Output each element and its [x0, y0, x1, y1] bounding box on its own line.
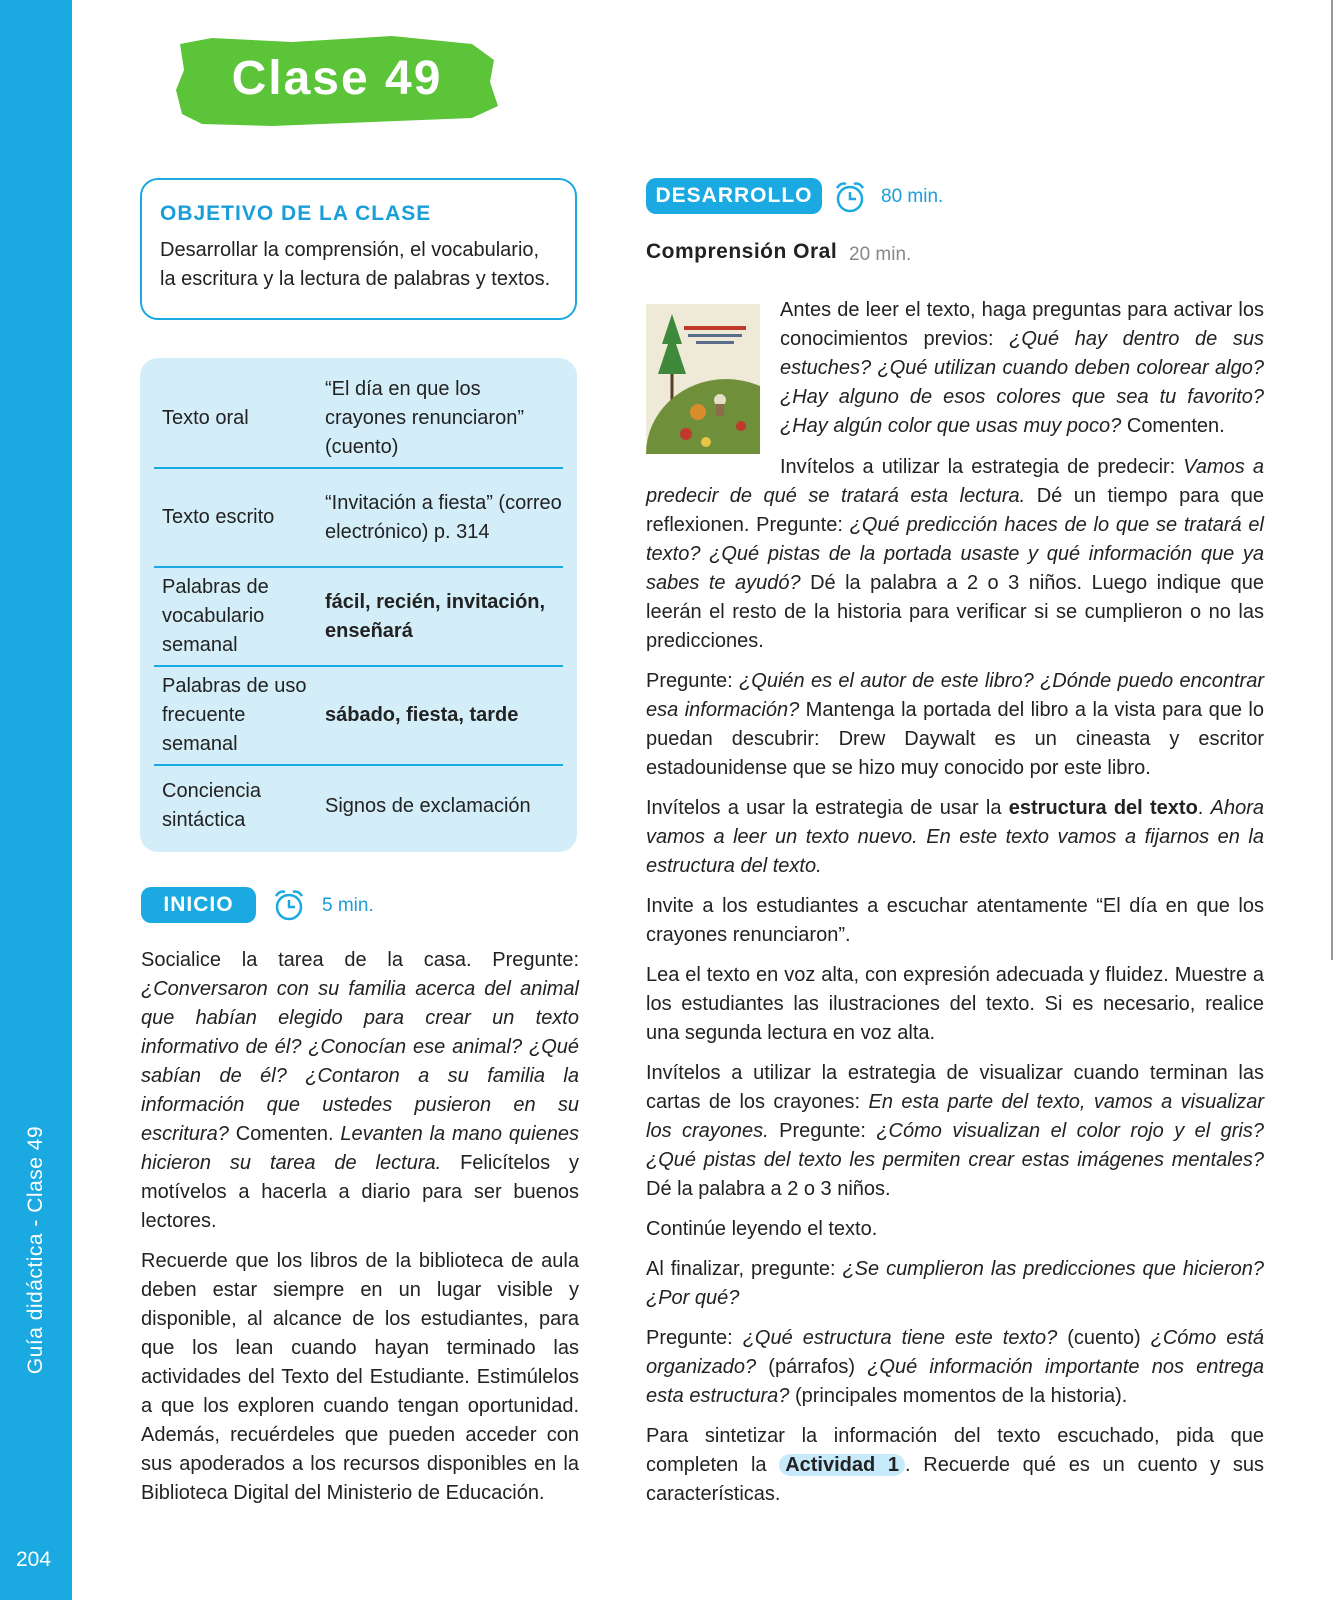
row-value: “El día en que los crayones renunciaron” (cuento) — [325, 378, 524, 458]
row-value: fácil, recién, invitación, enseñará — [325, 590, 546, 642]
title-banner — [172, 30, 502, 128]
row-label: Texto oral — [162, 407, 249, 429]
inicio-label: INICIO — [141, 887, 256, 923]
table-row — [154, 469, 563, 568]
page-title: Clase 49 — [231, 52, 443, 105]
row-label: Texto escrito — [162, 506, 275, 528]
objective-text: Desarrollar la comprensión, el vocabulario, la escritura y la lectura de palabras y textos. — [160, 239, 551, 290]
comprension-oral-heading: Comprensión Oral — [646, 240, 838, 263]
page-number: 204 — [16, 1548, 52, 1571]
paragraph: Antes de leer el texto, haga preguntas para activar los conocimientos previos: ¿Qué hay dentro de sus estuches? ¿Qué utilizan cuando deben colorear algo? ¿Hay alguno de esos colores que sea tu favorito? ¿Hay algún color que usas muy poco? Comenten. — [780, 299, 1265, 437]
row-label: Palabras de vocabulario semanal — [162, 576, 269, 656]
book-cover-image — [646, 304, 760, 454]
running-footer: Guía didáctica - Clase 49 — [24, 1125, 47, 1375]
alarm-clock-icon — [272, 888, 306, 922]
row-value: “Invitación a fiesta” (correo electrónico) p. 314 — [325, 491, 562, 543]
comprension-oral-time: 20 min. — [849, 244, 912, 265]
row-value: sábado, fiesta, tarde — [325, 704, 519, 726]
page-edge — [1331, 0, 1339, 960]
row-label: Conciencia sintáctica — [162, 780, 261, 831]
paragraph: Invítelos a utilizar la estrategia de predecir: Vamos a predecir de qué se tratará esta lectura. Dé un tiempo para que reflexionen. Pregunte: ¿Qué predicción haces de lo que se tratará el texto? ¿Qué pistas de la portada usaste y qué información que ya sabes te ayudó? Dé la palabra a 2 o 3 niños. Luego indique que leerán el resto de la historia para verificar si se cumplieron o no las predicciones. — [646, 456, 1264, 652]
class-info-table — [140, 358, 577, 852]
paragraph: Continúe leyendo el texto. — [646, 1218, 878, 1240]
paragraph: Pregunte: ¿Qué estructura tiene este texto? (cuento) ¿Cómo está organizado? (párrafos) ¿Qué información importante nos entrega esta estructura? (principales momentos de la historia). — [646, 1327, 1264, 1407]
desarrollo-intro — [780, 296, 1264, 452]
paragraph: Recuerde que los libros de la biblioteca de aula deben estar siempre en un lugar visible y disponible, al alcance de los estudiantes, para que los lean cuando hayan terminado las actividades del Texto del Estudiante. Estimúlelos a que los exploren cuando tengan oportunidad. Además, recuérdeles que pueden acceder con sus apoderados a los recursos disponibles en la Biblioteca Digital del Ministerio de Educación. — [141, 1250, 579, 1504]
activity-highlight: Actividad 1 — [779, 1454, 905, 1476]
alarm-clock-icon — [833, 180, 867, 214]
desarrollo-label: DESARROLLO — [646, 178, 822, 214]
paragraph: Al finalizar, pregunte: ¿Se cumplieron las predicciones que hicieron? ¿Por qué? — [646, 1258, 1264, 1309]
row-value: Signos de exclamación — [325, 794, 531, 817]
table-row — [154, 370, 563, 469]
table-row — [154, 568, 563, 667]
inicio-body — [141, 946, 579, 1519]
desarrollo-body — [646, 453, 1264, 1520]
paragraph: Pregunte: ¿Quién es el autor de este libro? ¿Dónde puedo encontrar esa información? Mantenga la portada del libro a la vista para que lo puedan descubrir: Drew Daywalt es un cineasta y escritor estadounidense que se hizo muy conocido por este libro. — [646, 670, 1264, 779]
table-row — [154, 667, 563, 766]
paragraph: Socialice la tarea de la casa. Pregunte: ¿Conversaron con su familia acerca del animal que habían elegido para crear un texto informativo de él? ¿Conocían ese animal? ¿Qué sabían de él? ¿Contaron a su familia la información que ustedes pusieron en su escritura? Comenten. Levanten la mano quienes hicieron su tarea de lectura. Felicítelos y motívelos a hacerla a diario para ser buenos lectores. — [141, 949, 579, 1232]
sidebar-strip — [0, 0, 72, 1600]
paragraph: Para sintetizar la información del texto escuchado, pida que completen la Actividad 1 . Recuerde qué es un cuento y sus características. — [646, 1425, 1264, 1505]
table-row — [154, 766, 563, 846]
paragraph: Invite a los estudiantes a escuchar atentamente “El día en que los crayones renunciaron”. — [646, 895, 1264, 946]
objective-heading: OBJETIVO DE LA CLASE — [160, 202, 432, 225]
objective-box — [140, 178, 577, 320]
row-label: Palabras de uso frecuente semanal — [162, 675, 307, 755]
paragraph: Invítelos a utilizar la estrategia de visualizar cuando terminan las cartas de los crayones: En esta parte del texto, vamos a visualizar los crayones. Pregunte: ¿Cómo visualizan el color rojo y el gris? ¿Qué pistas del texto les permiten crear estas imágenes mentales? Dé la palabra a 2 o 3 niños. — [646, 1062, 1265, 1200]
inicio-time: 5 min. — [322, 895, 374, 916]
paragraph: Invítelos a usar la estrategia de usar la estructura del texto. Ahora vamos a leer un texto nuevo. En este texto vamos a fijarnos en la estructura del texto. — [646, 797, 1264, 877]
desarrollo-time: 80 min. — [881, 186, 944, 207]
paragraph: Lea el texto en voz alta, con expresión adecuada y fluidez. Muestre a los estudiantes las ilustraciones del texto. Si es necesario, realice una segunda lectura en voz alta. — [646, 964, 1264, 1044]
